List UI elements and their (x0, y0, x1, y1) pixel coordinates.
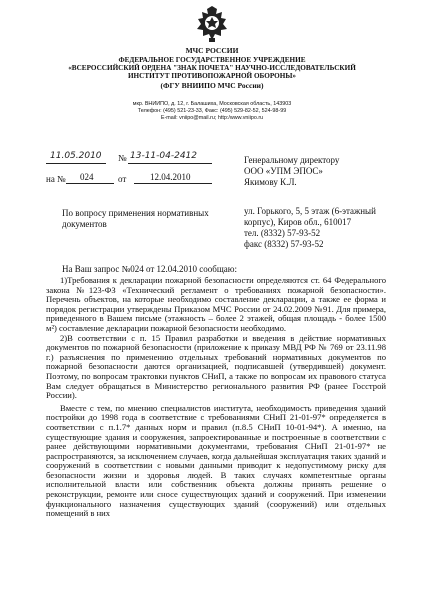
number-label: № (118, 153, 127, 163)
reference-date: 12.04.2010 (150, 172, 191, 182)
recipient-fax: факс (8332) 57-93-52 (244, 239, 324, 249)
reference-label: на № (46, 174, 66, 184)
outgoing-number: 13-11-04-2412 (130, 151, 198, 161)
body-intro: На Ваш запрос №024 от 12.04.2010 сообщаю: (62, 264, 238, 274)
recipient-name: Якимову К.Л. (244, 177, 297, 187)
org-address: мкр. ВНИИПО, д. 12, г. Балашиха, Московская область, 143903 (132, 101, 292, 107)
org-email: E-mail: vniipo@mail.ru; http:/www.vniipo.ru (160, 115, 264, 121)
outgoing-date: 11.05.2010 (50, 151, 102, 161)
letter-body (46, 276, 386, 519)
subject-line-1: По вопросу применения нормативных (62, 208, 209, 218)
subject-line-2: документов (62, 219, 107, 229)
recipient-address-2: корпус), Киров обл., 610017 (244, 217, 352, 227)
paragraph-2: 2)В соответствии с п. 15 Правил разработки и введения в действие нормативных документов по пожарной безопасности (приложение к приказу МВД РФ № 769 от 23.11.98 г.) разъяснения по применению отдельных требований нормативных документов по пожарной безопасности даются организацией, подписавшей (утвердившей) документ. Поэтому, по вопросам трактовки пунктов СНиП, а также по вопросам их правового статуса Вам следует обращаться в Министерство регионального развития РФ (ранее Госстрой России). (46, 332, 386, 401)
recipient-title: Генеральному директору (244, 155, 340, 165)
ministry-name: МЧС РОССИИ (185, 46, 239, 55)
ref-date-underline (134, 183, 212, 184)
date-underline (46, 163, 106, 164)
org-phones: Телефон: (495) 521-23-33, Факс: (495) 529-82-52, 524-98-99 (137, 108, 287, 114)
recipient-phone: тел. (8332) 57-93-52 (244, 228, 321, 238)
ref-number-underline (66, 183, 114, 184)
recipient-address-1: ул. Горького, 5, 5 этаж (6-этажный (244, 206, 376, 216)
org-line-3: ИНСТИТУТ ПРОТИВОПОЖАРНОЙ ОБОРОНЫ» (127, 72, 297, 80)
org-abbreviation: (ФГУ ВНИИПО МЧС России) (160, 81, 264, 90)
paragraph-1: 1)Требования к декларации пожарной безопасности определяются ст. 64 Федерального закона №123-ФЗ «Технический регламент о требованиях пожарной безопасности». Перечень объектов, на которые необходимо составление декларации, а также ее форма и порядок регистрации утверждены Приказом МЧС России от 24.02.2009 №91. Для примера, приведенного в Вашем письме (этажность – более 2 этажей, общая площадь - более 1500 м²) составление декларации пожарной безопасности необходимо. (46, 275, 386, 333)
mchs-emblem-icon (196, 5, 228, 43)
org-line-2: «ВСЕРОССИЙСКИЙ ОРДЕНА "ЗНАК ПОЧЕТА" НАУЧНО-ИССЛЕДОВАТЕЛЬСКИЙ (68, 64, 356, 72)
recipient-company: ООО «УПМ ЭПОС» (244, 166, 323, 176)
number-underline (128, 163, 212, 164)
paragraph-3: Вместе с тем, по мнению специалистов института, необходимость приведения зданий постройки до 1998 года в соответствие с требованиями СНиП 21-01-97* определяется в соответствии с п.1.7* данных норм и правил (п.8.5 СНиП 10-01-94*). А именно, на существующие здания и сооружения, запроектированные и построенные в соответствии с ранее действующими нормативными документами, требования СНиП 21-01-97* не распространяются, за исключением случаев, когда дальнейшая эксплуатация таких зданий и сооружений в соответствии с новыми данными приводит к недопустимому риску для безопасности жизни и здоровья людей. В таких случаях компетентные органы исполнительной власти или собственник объекта должны принять решение о реконструкции, ремонте или сносе существующих зданий и сооружений. При изменении функционального назначения существующих зданий (сооружений) или отдельных помещений в них (46, 402, 386, 519)
org-line-1: ФЕДЕРАЛЬНОЕ ГОСУДАРСТВЕННОЕ УЧРЕЖДЕНИЕ (118, 56, 306, 64)
reference-number: 024 (80, 172, 94, 182)
reference-date-label: от (118, 174, 127, 184)
